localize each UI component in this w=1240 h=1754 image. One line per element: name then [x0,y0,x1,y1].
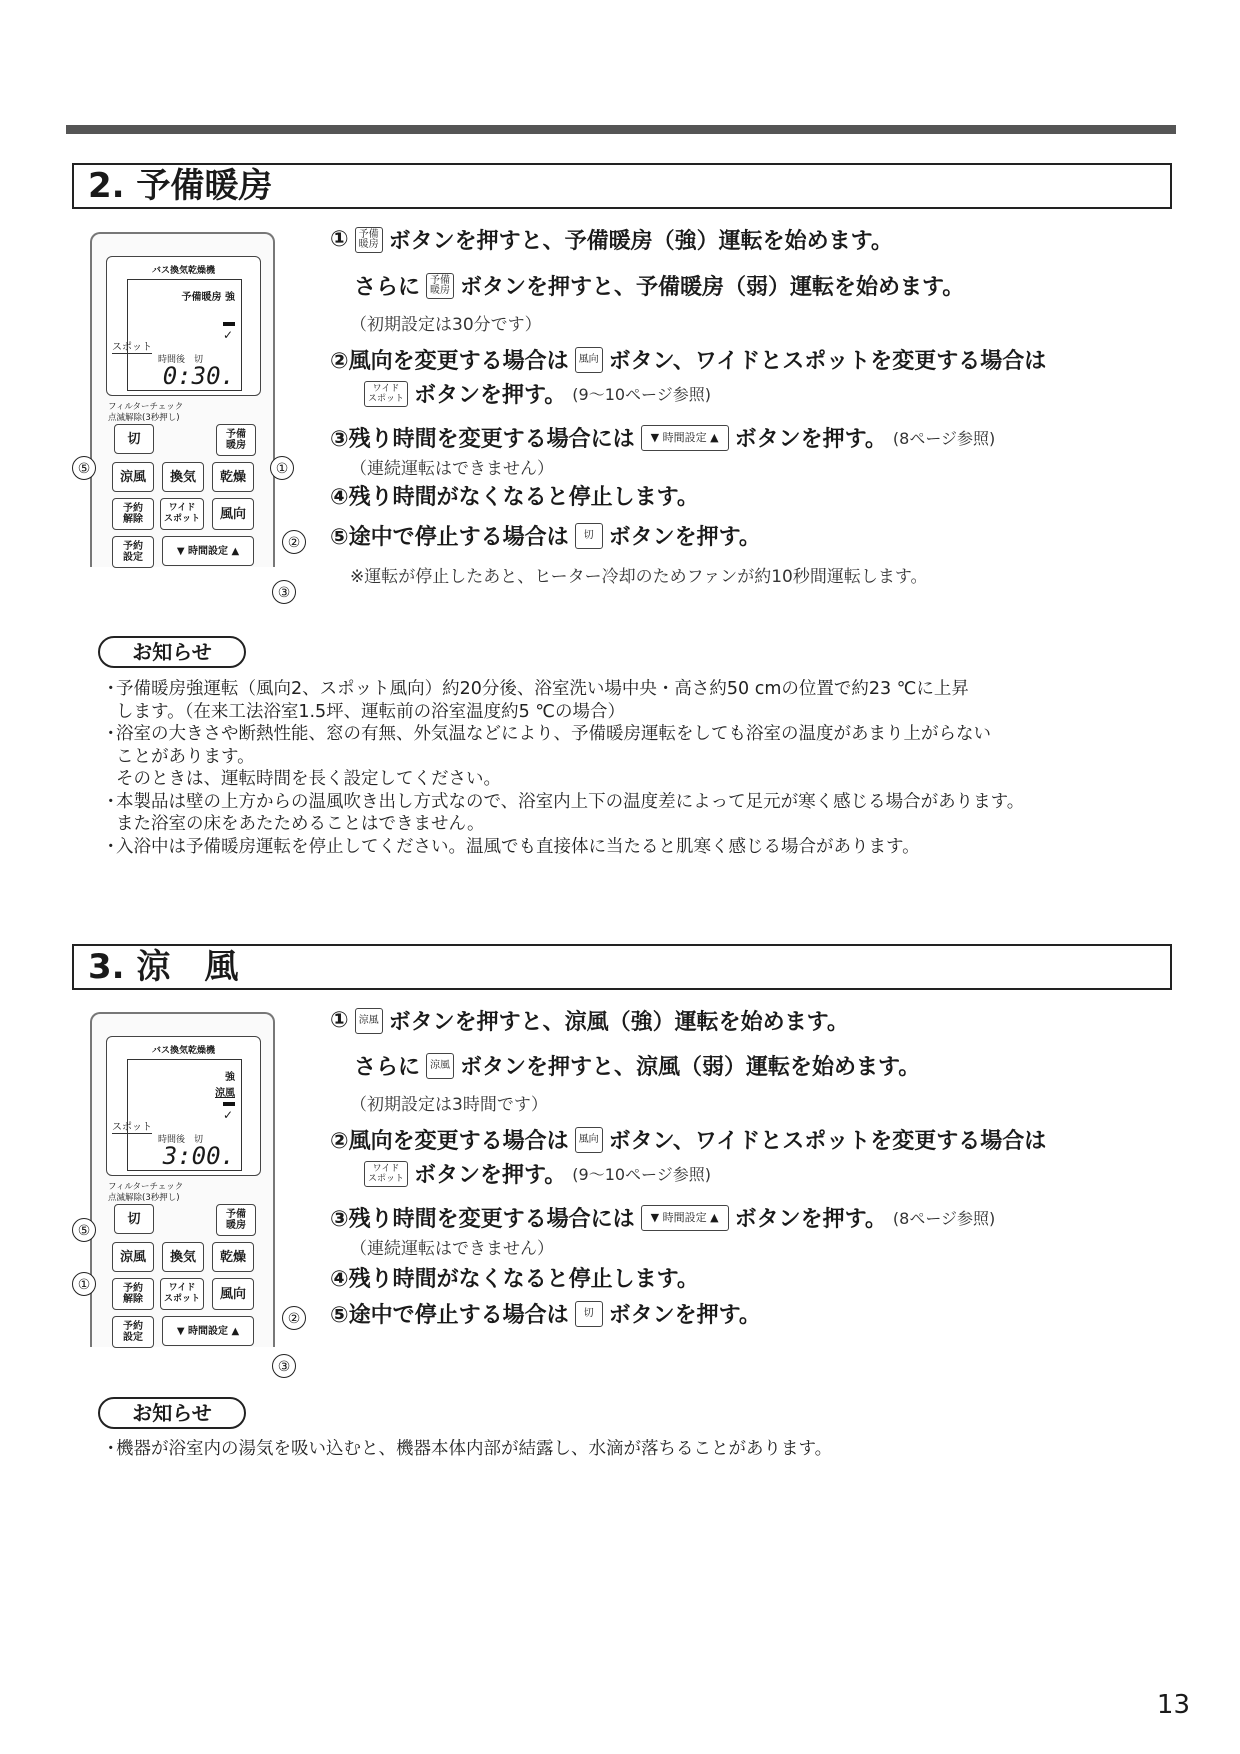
notice-item: ・ 予備暖房強運転（風向2、スポット風向）約20分後、浴室洗い場中央・高さ約50 cmの位置で約23 ℃に上昇 [98,678,1208,701]
timer-cancel-button[interactable]: 予約 解除 [112,498,154,530]
cool-button[interactable]: 涼風 [112,1242,154,1272]
step-1b [354,270,964,301]
notice-item-cont: また浴室の床をあたためることはできません。 [116,814,485,834]
lcd-check-mark: ✓ [222,328,233,342]
step-1a [330,224,893,255]
step-text: ボタンを押す。 [414,383,567,408]
notice-item: ・ 本製品は壁の上方からの温風吹き出し方式なので、浴室内上下の温度差によって足元が寒く感じる場合があります。 [98,791,1208,814]
step-text: ③残り時間を変更する場合には [330,1207,635,1232]
step-text: ボタンを押すと、予備暖房（強）運転を始めます。 [388,229,893,254]
callout-2: ② [282,1306,306,1330]
remote-brand-label: バス換気乾燥機 [151,1046,215,1056]
time-key-icon: ▼ 時間設定 ▲ [641,1205,729,1231]
cool-key-icon: 涼風 [355,1008,383,1034]
remote-illustration [90,1012,275,1347]
step-text: ボタンを押す。 [414,1163,567,1188]
top-rule [66,125,1176,134]
step-text-prefix: さらに [354,275,421,300]
step-text: ボタン、ワイドとスポットを変更する場合は [608,349,1047,374]
time-key-icon: ▼ 時間設定 ▲ [641,425,729,451]
lcd-mode-text: 強 [225,1072,235,1083]
wide-spot-button[interactable]: ワイド スポット [160,498,204,530]
notice-list [98,1438,1208,1461]
wide-spot-key-icon: ワイド スポット [364,381,408,407]
step-text: ボタンを押すと、涼風（強）運転を始めます。 [388,1010,849,1035]
lcd-screen [112,279,242,391]
lcd-time-label: 時間後 切 [158,1135,204,1145]
step-2a [330,1124,1046,1155]
off-button[interactable]: 切 [114,1204,154,1234]
step-1-note: （初期設定は3時間です） [350,1095,548,1115]
notice-item: ・ 入浴中は予備暖房運転を停止してください。温風でも直接体に当たると肌寒く感じる場合があります。 [98,836,1208,859]
off-button[interactable]: 切 [114,424,154,454]
lcd-level-bar [223,322,235,326]
lcd-level-bar [223,1102,235,1106]
cool-button[interactable]: 涼風 [112,462,154,492]
lcd-check-mark: ✓ [222,1108,233,1122]
lcd-mode-cool: 涼風 [215,1088,235,1099]
step-3 [330,1202,995,1233]
step-text: ⑤途中で停止する場合は [330,1303,569,1328]
time-adjust-button[interactable]: ▼ 時間設定 ▲ [162,536,254,566]
callout-5: ⑤ [72,456,96,480]
lcd-spot-label: スポット [112,1118,152,1134]
step-text: ②風向を変更する場合は [330,1129,569,1154]
step-1-note: （初期設定は30分です） [350,315,542,335]
dry-button[interactable]: 乾燥 [212,1242,254,1272]
notice-item-cont: そのときは、運転時間を長く設定してください。 [116,769,501,789]
dry-button[interactable]: 乾燥 [212,462,254,492]
step-5 [330,520,761,551]
remote-display-panel [106,1036,261,1176]
timer-set-button[interactable]: 予約 設定 [112,536,154,568]
step-text: ボタンを押す。 [608,1303,761,1328]
page-reference: (9〜10ページ参照) [572,385,711,404]
filter-reset-note: フィルターチェック 点滅解除(3秒押し) [108,402,184,423]
step-4: ④残り時間がなくなると停止します。 [330,1267,699,1292]
callout-3: ③ [272,580,296,604]
step-5 [330,1298,761,1329]
step-number: ① [330,1008,349,1033]
notice-label: お知らせ [98,636,246,668]
step-text: ボタンを押す。 [734,427,887,452]
lcd-spot-label: スポット [112,338,152,354]
step-text: ボタンを押す。 [608,525,761,550]
step-2b [364,1158,711,1189]
step-text: ボタンを押す。 [734,1207,887,1232]
direction-button[interactable]: 風向 [212,1278,254,1310]
step-text-prefix: さらに [354,1055,421,1080]
page-number: 13 [1156,1690,1190,1720]
ventilate-button[interactable]: 換気 [162,462,204,492]
callout-3: ③ [272,1354,296,1378]
preheat-button[interactable]: 予備 暖房 [216,424,256,456]
step-3-note: （連続運転はできません） [350,1239,554,1259]
step-3-note: （連続運転はできません） [350,459,554,479]
preheat-key-icon: 予備 暖房 [426,273,454,299]
notice-item: ・ 機器が浴室内の湯気を吸い込むと、機器本体内部が結露し、水滴が落ちることがあります。 [98,1438,1208,1461]
callout-2: ② [282,530,306,554]
step-2b [364,378,711,409]
step-text: ボタンを押すと、予備暖房（弱）運転を始めます。 [460,275,965,300]
callout-1: ① [270,456,294,480]
cool-key-icon: 涼風 [426,1053,454,1079]
wide-spot-key-icon: ワイド スポット [364,1161,408,1187]
ventilate-button[interactable]: 換気 [162,1242,204,1272]
step-4: ④残り時間がなくなると停止します。 [330,485,699,510]
remote-display-panel [106,256,261,396]
direction-key-icon: 風向 [575,1127,603,1153]
remote-illustration [90,232,275,567]
section-title: 2. 予備暖房 [72,163,1172,209]
callout-5: ⑤ [72,1218,96,1242]
off-key-icon: 切 [575,523,603,549]
remote-brand-label: バス換気乾燥機 [151,266,215,276]
step-2a [330,344,1046,375]
notice-list [98,678,1208,858]
page-reference: (8ページ参照) [892,429,996,448]
direction-button[interactable]: 風向 [212,498,254,530]
step-1b [354,1050,920,1081]
step-text: ⑤途中で停止する場合は [330,525,569,550]
step-1a [330,1005,849,1036]
callout-1: ① [72,1272,96,1296]
lcd-time-readout: 3:00. [162,1142,235,1170]
step-text: ③残り時間を変更する場合には [330,427,635,452]
notice-label: お知らせ [98,1397,246,1429]
notice-item: ・ 浴室の大きさや断熱性能、窓の有無、外気温などにより、予備暖房運転をしても浴室の温度があまり上がらない [98,723,1208,746]
section-title: 3. 涼 風 [72,944,1172,990]
filter-reset-note: フィルターチェック 点滅解除(3秒押し) [108,1182,184,1203]
direction-key-icon: 風向 [575,347,603,373]
step-text: ボタン、ワイドとスポットを変更する場合は [608,1129,1047,1154]
step-text: ボタンを押すと、涼風（弱）運転を始めます。 [460,1055,921,1080]
lcd-mode-text: 予備暖房 強 [181,292,235,303]
time-adjust-button[interactable]: ▼ 時間設定 ▲ [162,1316,254,1346]
lcd-time-readout: 0:30. [162,362,235,390]
timer-set-button[interactable]: 予約 設定 [112,1316,154,1348]
lcd-time-label: 時間後 切 [158,355,204,365]
step-number: ① [330,227,349,252]
notice-item-cont: します。（在来工法浴室1.5坪、運転前の浴室温度約5 ℃の場合） [116,701,626,722]
preheat-key-icon: 予備 暖房 [355,227,383,253]
step-3 [330,422,995,453]
page-reference: (9〜10ページ参照) [572,1165,711,1184]
preheat-button[interactable]: 予備 暖房 [216,1204,256,1236]
lcd-screen [112,1059,242,1171]
notice-item-cont: ことがあります。 [116,746,255,767]
page-reference: (8ページ参照) [892,1209,996,1228]
wide-spot-button[interactable]: ワイド スポット [160,1278,204,1310]
timer-cancel-button[interactable]: 予約 解除 [112,1278,154,1310]
step-5-note: ※運転が停止したあと、ヒーター冷却のためファンが約10秒間運転します。 [350,567,928,587]
off-key-icon: 切 [575,1301,603,1327]
step-text: ②風向を変更する場合は [330,349,569,374]
